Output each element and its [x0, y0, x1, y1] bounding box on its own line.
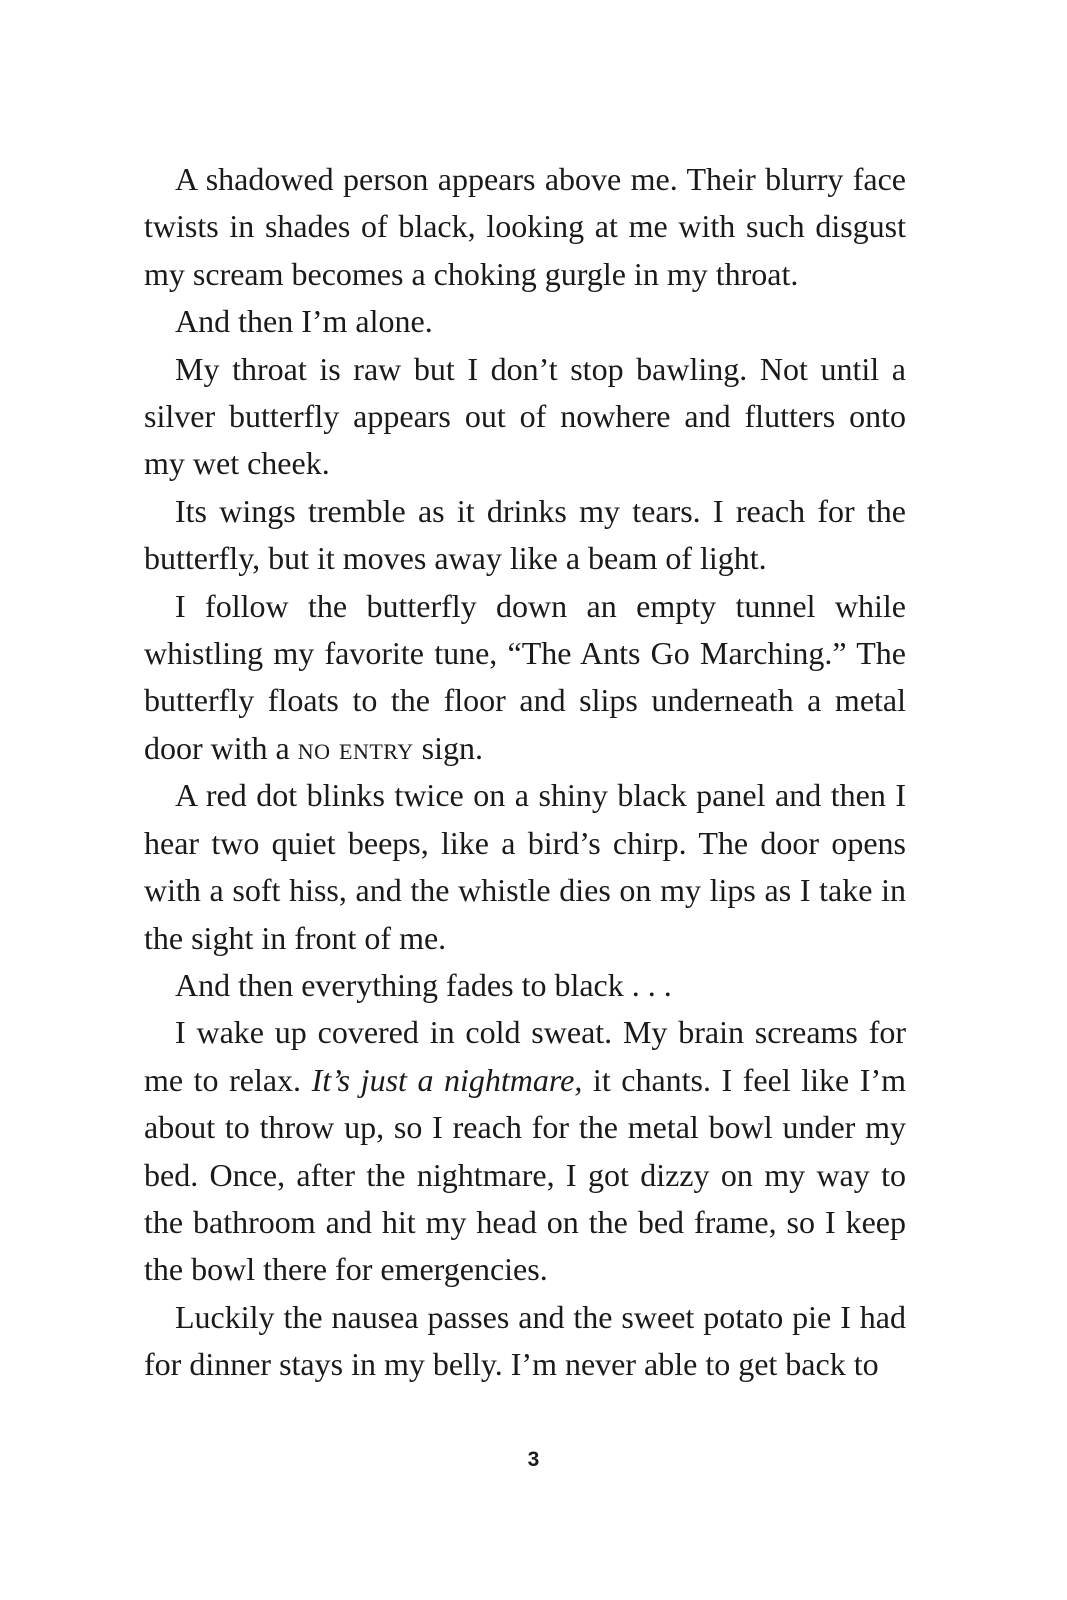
paragraph-wings-tremble: Its wings tremble as it drinks my tears. I reach for the butterfly, but it moves away like a beam of light.	[144, 492, 906, 577]
paragraph-silver-butterfly: My throat is raw but I don’t stop bawling. Not until a silver butterfly appears out of nowhere and flutters onto my wet cheek.	[144, 350, 906, 482]
paragraph-nausea-passes: Luckily the nausea passes and the sweet potato pie I had for dinner stays in my belly. I’m never able to get back to	[144, 1298, 906, 1383]
paragraph-follow-butterfly	[144, 583, 906, 773]
paragraph-wake-up	[144, 1009, 906, 1293]
paragraph-wake-up-end: it chants. I feel like I’m about to throw up, so I reach for the metal bowl under my bed. Once, after the nightmare, I got dizzy on my way to the bathroom and hit my head on the bed frame, so I keep the bowl there for emergencies.	[144, 1061, 907, 1288]
paragraph-fades-to-black: And then everything fades to black . . .	[175, 966, 672, 1003]
italic-nightmare-text: It’s just a nightmare,	[311, 1061, 583, 1098]
paragraph-wake-up-text: I wake up covered in cold sweat. My brain screams for me to relax.	[144, 1014, 906, 1098]
body-text	[144, 156, 906, 1389]
paragraph-follow-butterfly-end: sign.	[413, 729, 483, 766]
paragraph-follow-butterfly-text: I follow the butterfly down an empty tunnel while whistling my favorite tune, “The Ants Go Marching.” The butterfly floats to the floor and slips underneath a metal door with a	[144, 587, 906, 766]
paragraph-shadowed-person: A shadowed person appears above me. Their blurry face twists in shades of black, looking at me with such disgust my scream becomes a choking gurgle in my throat.	[144, 161, 906, 292]
paragraph-alone: And then I’m alone.	[175, 303, 433, 340]
page-number: 3	[527, 1448, 540, 1471]
no-entry-sign-text: no entry	[297, 729, 414, 766]
paragraph-red-dot: A red dot blinks twice on a shiny black panel and then I hear two quiet beeps, like a bird’s chirp. The door opens with a soft hiss, and the whistle dies on my lips as I take in the sight in front of me.	[144, 777, 906, 956]
